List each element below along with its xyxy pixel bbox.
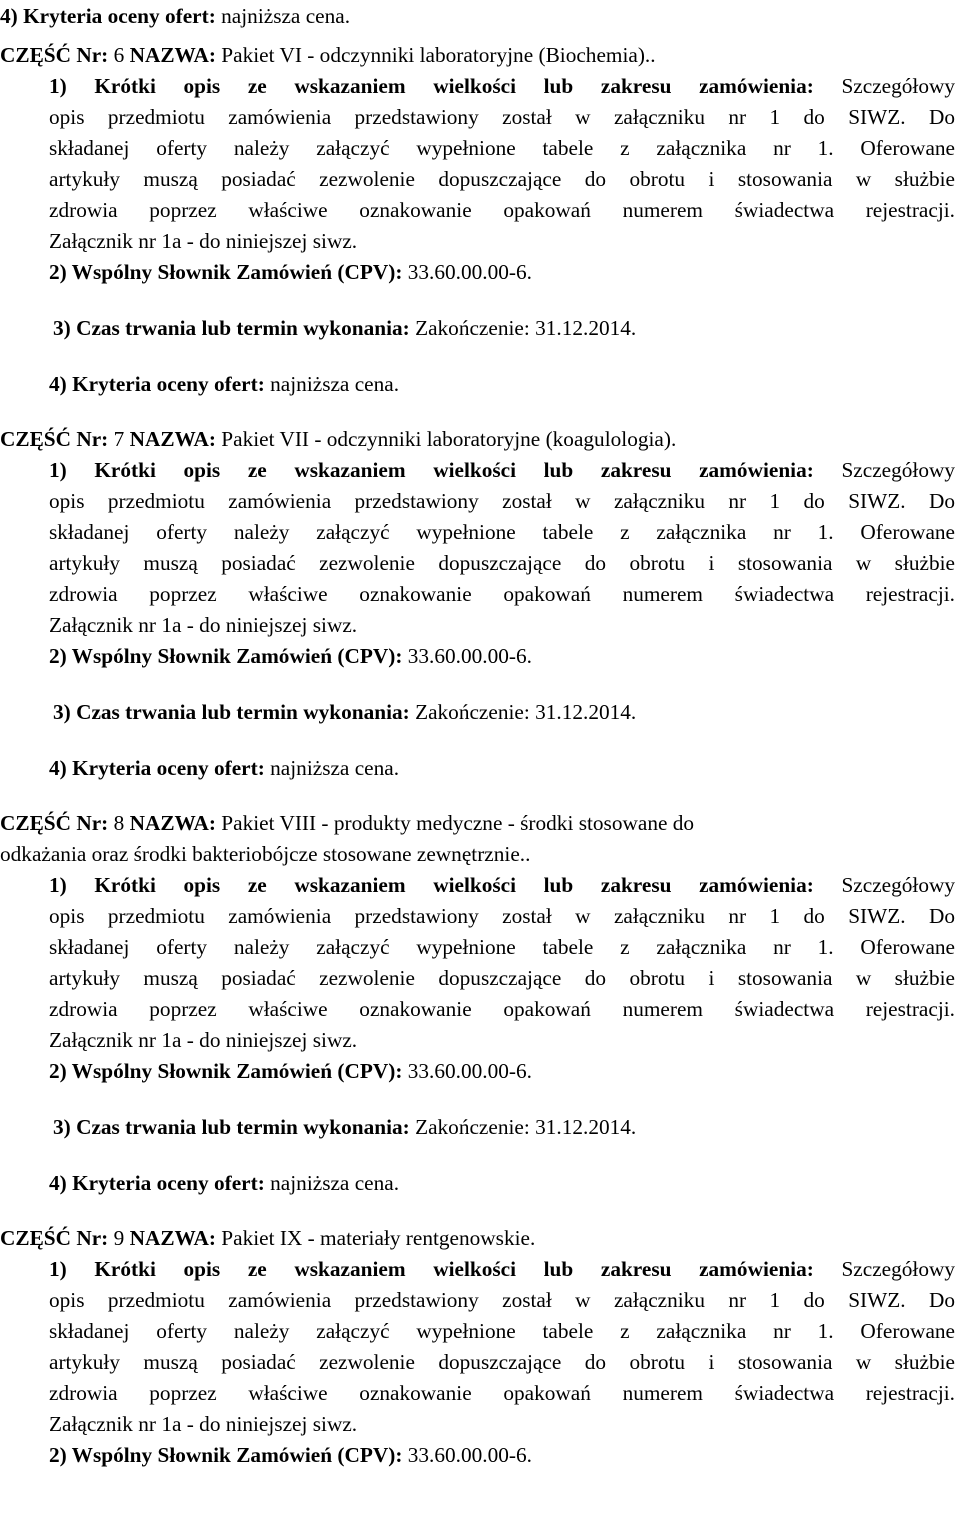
criteria-value: najniższa cena. [270, 756, 400, 780]
description-first-line [49, 74, 955, 98]
criteria-label: 4) Kryteria oceny ofert: [0, 4, 216, 28]
criteria-value: najniższa cena. [270, 1171, 400, 1195]
cpv-line [49, 260, 532, 284]
cpv-value: 33.60.00.00-6. [407, 644, 532, 668]
description-line: zdrowia poprzez właściwe oznakowanie opakowań numerem świadectwa rejestracji. [49, 198, 955, 222]
top-criteria [0, 4, 350, 28]
criteria-label: 4) Kryteria oceny ofert: [49, 372, 265, 396]
description-line: Załącznik nr 1a - do niniejszej siwz. [49, 613, 358, 637]
description-line: składanej oferty należy załączyć wypełnione tabele z załącznika nr 1. Oferowane [49, 1319, 955, 1343]
cpv-label: 2) Wspólny Słownik Zamówień (CPV): [49, 260, 403, 284]
section-name: Pakiet IX - materiały rentgenowskie. [221, 1226, 536, 1250]
time-value: Zakończenie: 31.12.2014. [415, 700, 637, 724]
description-line: Załącznik nr 1a - do niniejszej siwz. [49, 229, 358, 253]
description-line: opis przedmiotu zamówienia przedstawiony został w załączniku nr 1 do SIWZ. Do [49, 105, 955, 129]
criteria-line [49, 372, 399, 396]
description-line: składanej oferty należy załączyć wypełnione tabele z załącznika nr 1. Oferowane [49, 935, 955, 959]
description-first-line [49, 1257, 955, 1281]
time-line [53, 316, 636, 340]
section-number-label: CZĘŚĆ Nr: [0, 427, 109, 451]
cpv-value: 33.60.00.00-6. [407, 1443, 532, 1467]
description-label: 1) Krótki opis ze wskazaniem wielkości lub zakresu zamówienia: [49, 1257, 814, 1281]
time-label: 3) Czas trwania lub termin wykonania: [53, 1115, 410, 1139]
section-number-label: CZĘŚĆ Nr: [0, 43, 109, 67]
description-line: artykuły muszą posiadać zezwolenie dopuszczające do obrotu i stosowania w służbie [49, 551, 955, 575]
description-label: 1) Krótki opis ze wskazaniem wielkości lub zakresu zamówienia: [49, 873, 814, 897]
section-name-label: NAZWA: [129, 811, 216, 835]
description-text: Szczegółowy [841, 458, 955, 482]
section-name-label: NAZWA: [129, 43, 216, 67]
cpv-line [49, 1443, 532, 1467]
section-header [0, 1226, 535, 1250]
description-line: zdrowia poprzez właściwe oznakowanie opakowań numerem świadectwa rejestracji. [49, 1381, 955, 1405]
description-line: opis przedmiotu zamówienia przedstawiony został w załączniku nr 1 do SIWZ. Do [49, 489, 955, 513]
description-text: Szczegółowy [841, 1257, 955, 1281]
description-line: Załącznik nr 1a - do niniejszej siwz. [49, 1028, 358, 1052]
time-label: 3) Czas trwania lub termin wykonania: [53, 316, 410, 340]
description-line: artykuły muszą posiadać zezwolenie dopuszczające do obrotu i stosowania w służbie [49, 1350, 955, 1374]
criteria-value: najniższa cena. [270, 372, 400, 396]
description-label: 1) Krótki opis ze wskazaniem wielkości lub zakresu zamówienia: [49, 74, 814, 98]
section-name-continued: odkażania oraz środki bakteriobójcze stosowane zewnętrznie.. [0, 842, 531, 866]
description-line: zdrowia poprzez właściwe oznakowanie opakowań numerem świadectwa rejestracji. [49, 997, 955, 1021]
description-line: artykuły muszą posiadać zezwolenie dopuszczające do obrotu i stosowania w służbie [49, 167, 955, 191]
cpv-label: 2) Wspólny Słownik Zamówień (CPV): [49, 644, 403, 668]
time-line [53, 700, 636, 724]
criteria-value: najniższa cena. [221, 4, 351, 28]
cpv-line [49, 1059, 532, 1083]
description-line: składanej oferty należy załączyć wypełnione tabele z załącznika nr 1. Oferowane [49, 520, 955, 544]
description-line: opis przedmiotu zamówienia przedstawiony został w załączniku nr 1 do SIWZ. Do [49, 1288, 955, 1312]
description-line: zdrowia poprzez właściwe oznakowanie opakowań numerem świadectwa rejestracji. [49, 582, 955, 606]
section-number-label: CZĘŚĆ Nr: [0, 811, 109, 835]
section-number-label: CZĘŚĆ Nr: [0, 1226, 109, 1250]
section-name-label: NAZWA: [129, 1226, 216, 1250]
description-label: 1) Krótki opis ze wskazaniem wielkości lub zakresu zamówienia: [49, 458, 814, 482]
description-line: artykuły muszą posiadać zezwolenie dopuszczające do obrotu i stosowania w służbie [49, 966, 955, 990]
section-name: Pakiet VI - odczynniki laboratoryjne (Biochemia).. [221, 43, 656, 67]
description-line: składanej oferty należy załączyć wypełnione tabele z załącznika nr 1. Oferowane [49, 136, 955, 160]
description-line: opis przedmiotu zamówienia przedstawiony został w załączniku nr 1 do SIWZ. Do [49, 904, 955, 928]
criteria-label: 4) Kryteria oceny ofert: [49, 756, 265, 780]
cpv-label: 2) Wspólny Słownik Zamówień (CPV): [49, 1059, 403, 1083]
section-header [0, 811, 694, 835]
section-number: 9 [113, 1226, 125, 1250]
description-first-line [49, 458, 955, 482]
cpv-label: 2) Wspólny Słownik Zamówień (CPV): [49, 1443, 403, 1467]
time-label: 3) Czas trwania lub termin wykonania: [53, 700, 410, 724]
criteria-label: 4) Kryteria oceny ofert: [49, 1171, 265, 1195]
section-number: 6 [113, 43, 125, 67]
section-number: 8 [113, 811, 125, 835]
section-header [0, 427, 676, 451]
description-line: Załącznik nr 1a - do niniejszej siwz. [49, 1412, 358, 1436]
section-name-label: NAZWA: [129, 427, 216, 451]
cpv-value: 33.60.00.00-6. [407, 1059, 532, 1083]
time-value: Zakończenie: 31.12.2014. [415, 1115, 637, 1139]
cpv-line [49, 644, 532, 668]
criteria-line [49, 756, 399, 780]
description-first-line [49, 873, 955, 897]
description-text: Szczegółowy [841, 873, 955, 897]
time-value: Zakończenie: 31.12.2014. [415, 316, 637, 340]
cpv-value: 33.60.00.00-6. [407, 260, 532, 284]
section-name: Pakiet VII - odczynniki laboratoryjne (koagulologia). [221, 427, 677, 451]
description-text: Szczegółowy [841, 74, 955, 98]
section-number: 7 [113, 427, 125, 451]
section-header [0, 43, 656, 67]
criteria-line [49, 1171, 399, 1195]
time-line [53, 1115, 636, 1139]
section-name: Pakiet VIII - produkty medyczne - środki stosowane do [221, 811, 695, 835]
